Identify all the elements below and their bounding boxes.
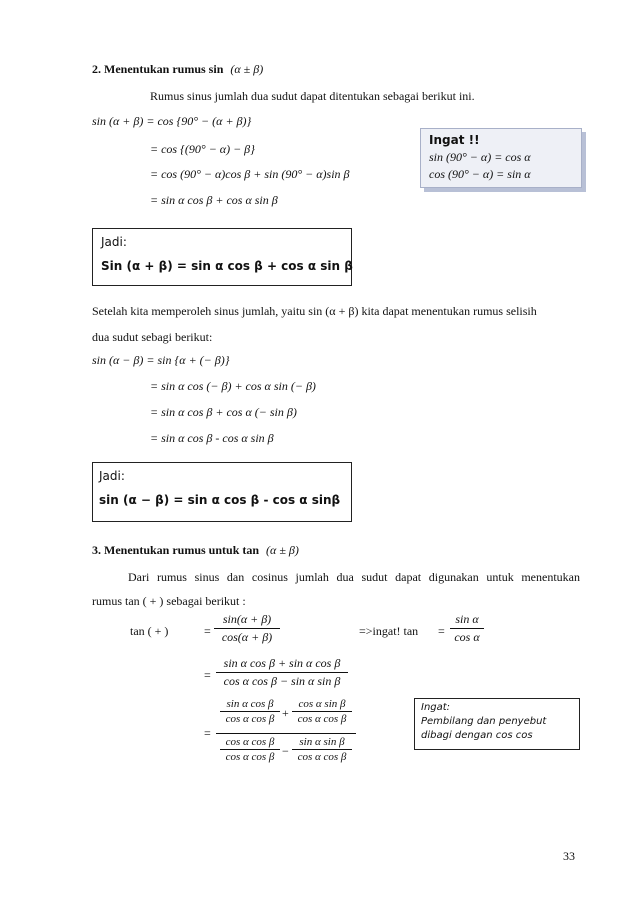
ingat-line-2: cos (90° − α) = sin α [429, 167, 531, 181]
diff-step-2: = sin α cos (− β) + cos α sin (− β) [150, 379, 316, 393]
sum-step-4: = sin α cos β + cos α sin β [150, 193, 278, 207]
section-3-heading [92, 543, 299, 558]
main-fraction-bar [216, 733, 356, 734]
fraction-numerator: sin α cos β + sin α cos β [223, 656, 341, 670]
section-2-heading [92, 62, 263, 77]
fraction-sin-over-cos [214, 612, 280, 645]
conclusion-label: Jadi: [99, 469, 125, 483]
fraction-expanded [216, 656, 348, 689]
ingat-inline-label: =>ingat! tan [359, 624, 419, 638]
equals-sign-2: = [204, 668, 211, 682]
ingat-title: Ingat !! [429, 133, 480, 147]
sum-step-3: = cos (90° − α)cos β + sin (90° − α)sin β [150, 167, 350, 181]
page-number: 33 [563, 849, 575, 863]
note-line-1: Pembilang dan penyebut [421, 716, 547, 727]
compound-num-term-2 [292, 698, 352, 725]
note-title: Ingat: [421, 702, 451, 713]
section-3-intro-line-2: rumus tan ( + ) sebagai berikut : [92, 594, 246, 608]
conclusion-box-sum [92, 228, 352, 286]
transition-line-2: dua sudut sebagi berikut: [92, 330, 213, 344]
fraction-tan-def [450, 612, 484, 645]
section-3-intro-line-1: Dari rumus sinus dan cosinus jumlah dua sudut dapat digunakan untuk menentukan [128, 570, 580, 584]
compound-fraction [216, 698, 356, 770]
section-3-heading-arg: (α ± β) [266, 543, 299, 557]
ingat-reminder-box [420, 128, 582, 188]
term-denominator: cos α cos β [225, 751, 275, 763]
equals-sign-3: = [204, 726, 211, 740]
conclusion-box-diff [92, 462, 352, 522]
conclusion-label: Jadi: [101, 235, 127, 249]
equals-sign-1: = [204, 624, 211, 638]
diff-step-4: = sin α cos β - cos α sin β [150, 431, 274, 445]
fraction-denominator: cos α [454, 630, 480, 644]
equals-sign-tan: = [438, 624, 445, 638]
term-numerator: cos α sin β [298, 698, 346, 710]
diff-step-3: = sin α cos β + cos α (− sin β) [150, 405, 297, 419]
section-2-heading-text: 2. Menentukan rumus sin [92, 62, 224, 76]
fraction-denominator: cos α cos β − sin α sin β [223, 674, 341, 688]
term-numerator: sin α sin β [299, 736, 345, 748]
term-denominator: cos α cos β [297, 751, 347, 763]
transition-line-1: Setelah kita memperoleh sinus jumlah, yaitu sin (α + β) kita dapat menentukan rumus selisih [92, 304, 537, 318]
sum-step-1: sin (α + β) = cos {90° − (α + β)} [92, 114, 252, 128]
term-denominator: cos α cos β [297, 713, 347, 725]
plus-sign: + [282, 706, 289, 720]
ingat-line-1: sin (90° − α) = cos α [429, 150, 531, 164]
compound-num-term-1 [220, 698, 280, 725]
conclusion-formula-sum: Sin (α + β) = sin α cos β + cos α sin β [101, 259, 353, 273]
term-denominator: cos α cos β [225, 713, 275, 725]
fraction-denominator: cos(α + β) [221, 630, 273, 644]
compound-den-term-1 [220, 736, 280, 763]
section-2-intro: Rumus sinus jumlah dua sudut dapat ditentukan sebagai berikut ini. [150, 89, 475, 103]
note-line-2: dibagi dengan cos cos [421, 730, 533, 741]
sum-step-2: = cos {(90° − α) − β} [150, 142, 255, 156]
compound-den-term-2 [292, 736, 352, 763]
tan-lhs: tan ( + ) [130, 624, 169, 638]
section-3-heading-text: 3. Menentukan rumus untuk tan [92, 543, 260, 557]
term-numerator: cos α cos β [225, 736, 275, 748]
diff-step-1: sin (α − β) = sin {α + (− β)} [92, 353, 230, 367]
note-box-divide [414, 698, 580, 750]
conclusion-formula-diff: sin (α − β) = sin α cos β - cos α sinβ [99, 493, 341, 507]
fraction-numerator: sin(α + β) [222, 612, 272, 626]
term-numerator: sin α cos β [226, 698, 274, 710]
fraction-numerator: sin α [455, 612, 479, 626]
section-2-heading-arg: (α ± β) [230, 62, 264, 76]
minus-sign: − [282, 744, 289, 758]
